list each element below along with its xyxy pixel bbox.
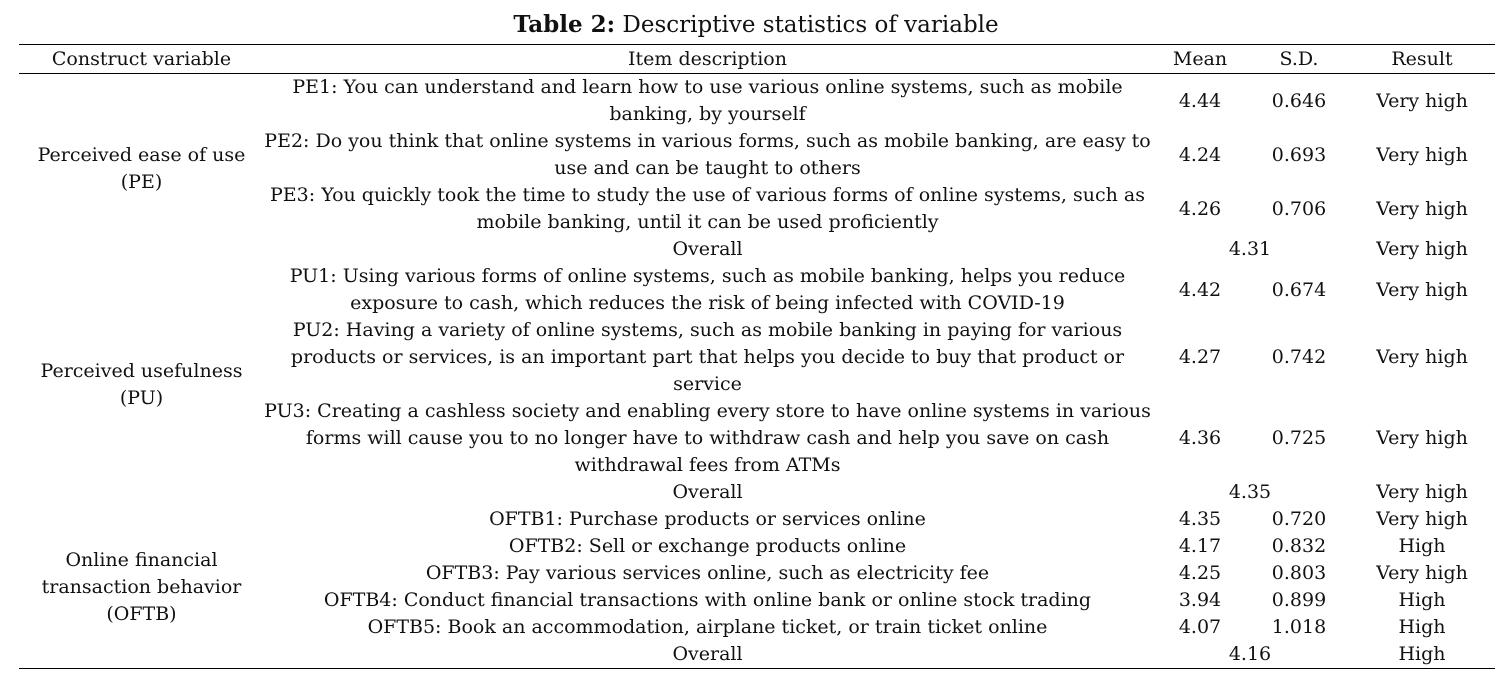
sd-value: 0.706 bbox=[1271, 197, 1327, 220]
item-description: OFTB2: Sell or exchange products online bbox=[508, 535, 907, 557]
result-value: High bbox=[1398, 589, 1446, 611]
mean-value: 4.42 bbox=[1178, 278, 1222, 301]
construct-oftb-line2: transaction behavior bbox=[41, 575, 242, 598]
mean-value: 4.35 bbox=[1178, 508, 1222, 530]
sd-value: 0.646 bbox=[1271, 89, 1327, 112]
overall-result: Very high bbox=[1376, 481, 1468, 503]
item-description: PU3: Creating a cashless society and enabling every store to have online systems in various forms will cause you to no longer have to withdraw cash and help you save on cash withdrawal fees from ATMs bbox=[264, 400, 1151, 476]
item-description: OFTB4: Conduct financial transactions with online bank or online stock trading bbox=[323, 589, 1092, 611]
overall-label: Overall bbox=[672, 238, 743, 260]
construct-cell-pu bbox=[19, 263, 264, 506]
item-description: PU1: Using various forms of online systems, such as mobile banking, helps you reduce exposure to cash, which reduces the risk of being infected with COVID-19 bbox=[289, 265, 1126, 314]
table-row bbox=[19, 263, 1495, 317]
construct-cell-oftb bbox=[19, 506, 264, 669]
sd-value: 0.725 bbox=[1271, 427, 1327, 449]
overall-value: 4.31 bbox=[1228, 238, 1272, 260]
result-value: High bbox=[1398, 616, 1446, 638]
item-description: OFTB5: Book an accommodation, airplane ticket, or train ticket online bbox=[367, 616, 1048, 638]
result-value: Very high bbox=[1376, 508, 1468, 530]
table-caption bbox=[0, 10, 1506, 40]
header-item-description: Item description bbox=[628, 47, 787, 70]
mean-value: 3.94 bbox=[1178, 589, 1222, 611]
item-description: PE1: You can understand and learn how to use various online systems, such as mobile banking, by yourself bbox=[292, 76, 1123, 125]
construct-pu-line2: (PU) bbox=[119, 386, 164, 409]
result-value: Very high bbox=[1376, 346, 1468, 368]
item-description: OFTB1: Purchase products or services online bbox=[489, 508, 926, 530]
overall-value: 4.16 bbox=[1228, 643, 1272, 665]
sd-value: 0.803 bbox=[1271, 562, 1327, 584]
mean-value: 4.44 bbox=[1178, 89, 1222, 112]
sd-value: 0.720 bbox=[1271, 508, 1327, 530]
item-description: PE2: Do you think that online systems in various forms, such as mobile banking, are easy to use and can be taught to others bbox=[264, 130, 1151, 179]
result-value: High bbox=[1398, 535, 1446, 557]
mean-value: 4.17 bbox=[1178, 535, 1222, 557]
construct-pe-line2: (PE) bbox=[120, 170, 163, 193]
result-value: Very high bbox=[1376, 197, 1468, 220]
header-result: Result bbox=[1391, 47, 1453, 70]
result-value: Very high bbox=[1376, 278, 1468, 301]
result-value: Very high bbox=[1376, 427, 1468, 449]
mean-value: 4.24 bbox=[1178, 143, 1222, 166]
construct-oftb-line1: Online financial bbox=[65, 548, 218, 571]
overall-result: High bbox=[1398, 643, 1446, 665]
sd-value: 0.742 bbox=[1271, 346, 1327, 368]
construct-pe-line1: Perceived ease of use bbox=[37, 143, 246, 166]
construct-cell-pe bbox=[19, 74, 264, 264]
table-row bbox=[19, 506, 1495, 533]
sd-value: 0.832 bbox=[1271, 535, 1327, 557]
mean-value: 4.26 bbox=[1178, 197, 1222, 220]
overall-result: Very high bbox=[1376, 238, 1468, 260]
result-value: Very high bbox=[1376, 562, 1468, 584]
overall-value: 4.35 bbox=[1228, 481, 1272, 503]
overall-label: Overall bbox=[672, 643, 743, 665]
item-description: PE3: You quickly took the time to study the use of various forms of online systems, such as mobile banking, until it can be used proficiently bbox=[270, 184, 1145, 233]
header-mean: Mean bbox=[1172, 47, 1228, 70]
descriptive-statistics-table bbox=[19, 44, 1495, 669]
header-construct-variable: Construct variable bbox=[51, 47, 232, 70]
mean-value: 4.25 bbox=[1178, 562, 1222, 584]
sd-value: 0.674 bbox=[1271, 278, 1327, 301]
result-value: Very high bbox=[1376, 143, 1468, 166]
sd-value: 0.899 bbox=[1271, 589, 1327, 611]
header-sd: S.D. bbox=[1279, 47, 1319, 70]
construct-oftb-line3: (OFTB) bbox=[106, 602, 177, 625]
construct-pu-line1: Perceived usefulness bbox=[40, 359, 243, 382]
table-row bbox=[19, 74, 1495, 129]
overall-label: Overall bbox=[672, 481, 743, 503]
item-description: PU2: Having a variety of online systems, such as mobile banking in paying for various products or services, is an important part that helps you decide to buy that product or service bbox=[290, 319, 1125, 395]
mean-value: 4.36 bbox=[1178, 427, 1222, 449]
sd-value: 1.018 bbox=[1271, 616, 1327, 638]
table-caption-label: Table 2: bbox=[513, 11, 616, 38]
mean-value: 4.27 bbox=[1178, 346, 1222, 368]
item-description: OFTB3: Pay various services online, such as electricity fee bbox=[425, 562, 990, 584]
table-caption-text: Descriptive statistics of variable bbox=[615, 12, 999, 38]
mean-value: 4.07 bbox=[1178, 616, 1222, 638]
sd-value: 0.693 bbox=[1271, 143, 1327, 166]
result-value: Very high bbox=[1376, 89, 1468, 112]
table-header-row bbox=[19, 45, 1495, 74]
